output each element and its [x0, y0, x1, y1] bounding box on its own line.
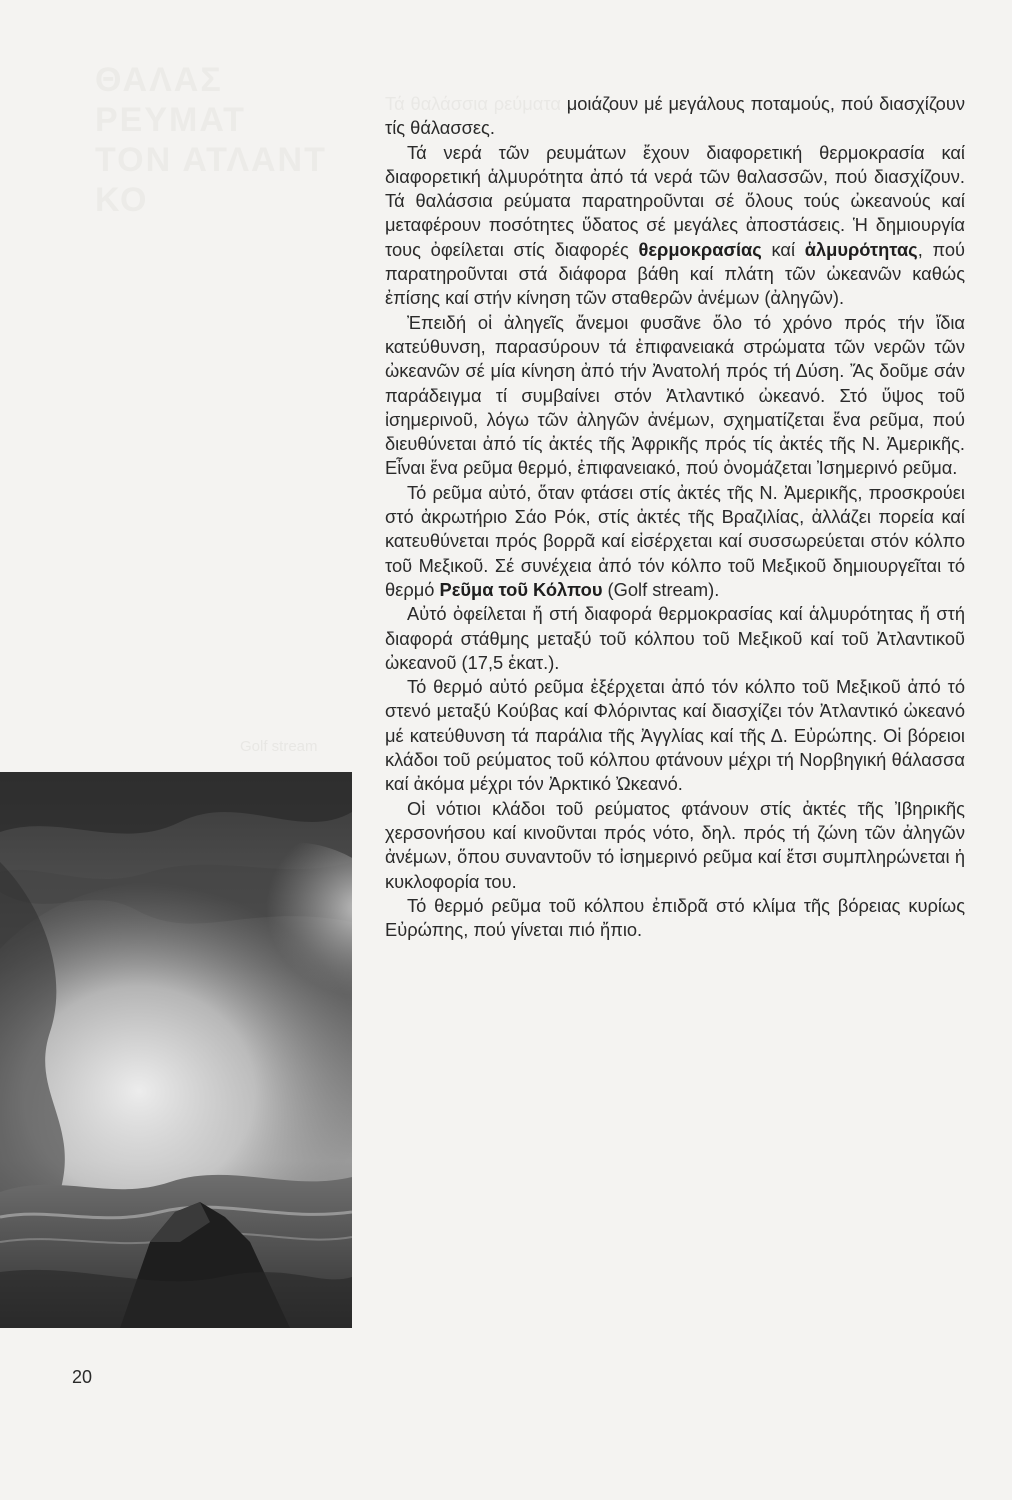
paragraph — [385, 675, 965, 796]
paragraph — [385, 602, 965, 675]
article-text — [385, 92, 965, 942]
paragraph-text: Τό ρεῦμα αὐτό, ὅταν φτάσει στίς ἀκτές τῆς Ν. Ἀμερικῆς, προσκρούει στό ἀκρωτήριο Σάο Ρόκ, στίς ἀκτές τῆς Βραζιλίας, ἀλλάζει πορεία καί κατευθύνεται πρός βορρᾶ καί εἰσέρχεται καί συσσωρεύεται στόν κόλπο τοῦ Μεξικοῦ. Σέ συνέχεια ἀπό τόν κόλπο τοῦ Μεξικοῦ δημιουργεῖται τό θερμό — [385, 481, 965, 600]
paragraph-text: Οἱ νότιοι κλάδοι τοῦ ρεύματος φτάνουν στίς ἀκτές τῆς Ἰβηρικῆς χερσονήσου καί κινοῦνται πρός νότο, δηλ. πρός τή ζώνη τῶν ἀληγῶν ἀνέμων, ὅπου συναντοῦν τό ἰσημερινό ρεῦμα καί ἔτσι συμπληρώνεται ἡ κυκλοφορία του. — [385, 797, 965, 892]
storm-sea-photo — [0, 772, 352, 1328]
paragraph — [385, 481, 965, 602]
paragraph — [385, 92, 965, 141]
bleed-through-line: ΤΟΝ ΑΤΛΑΝΤ — [95, 141, 327, 179]
paragraph-text: Τό θερμό αὐτό ρεῦμα ἐξέρχεται ἀπό τόν κόλπο τοῦ Μεξικοῦ ἀπό τό στενό μεταξύ Κούβας καί Φλόριντας καί διασχίζει τόν Ἀτλαντικό ὠκεανό μέ κατεύθυνση τά παράλια τῆς Ἀγγλίας καί τῆς Δ. Εὐρώπης. Οἱ βόρειοι κλάδοι τοῦ ρεύματος τοῦ κόλπου φτάνουν μέχρι τή Νορβηγική θάλασσα καί ἀκόμα μέχρι τόν Ἀρκτικό Ὠκεανό. — [385, 676, 965, 795]
bleed-through-heading — [95, 60, 355, 220]
paragraph — [385, 311, 965, 481]
paragraph-text: (Golf stream). — [602, 578, 720, 600]
paragraph-text: Τά νερά τῶν ρευμάτων ἔχουν διαφορετική θερμοκρασία καί διαφορετική ἁλμυρότητα ἀπό τά νερά τῶν θαλασσῶν, πού διασχίζουν. Τά θαλάσσια ρεύματα παρατηροῦνται σέ ὅλους τούς ὠκεανούς καί μεταφέρουν ποσότητες ὕδατος σέ μεγάλες ἀποστάσεις. Ἡ δημιουργία τους ὀφείλεται στίς διαφορές — [385, 141, 965, 260]
paragraph-text: Τό θερμό ρεῦμα τοῦ κόλπου ἐπιδρᾶ στό κλίμα τῆς βόρειας κυρίως Εὐρώπης, πού γίνεται πιό ἤπιο. — [385, 894, 965, 941]
page-number: 20 — [72, 1367, 93, 1387]
bleed-through-line: ΘΑΛΑΣ — [95, 61, 223, 99]
paragraph-text: μοιάζουν μέ μεγάλους ποταμούς, πού διασχίζουν τίς θάλασσες. — [385, 93, 965, 139]
bleed-through-line: ΚΟ — [95, 181, 149, 219]
bleed-through-caption: Golf stream — [240, 738, 318, 755]
paragraph — [385, 894, 965, 943]
bleed-through-line: ΡΕΥΜΑΤ — [95, 101, 246, 139]
bold-term: Ρεῦμα τοῦ Κόλπου — [439, 578, 603, 600]
bold-term: θερμοκρασίας — [638, 238, 762, 260]
paragraph — [385, 141, 965, 311]
paragraph-text: καί — [761, 238, 805, 260]
paragraph-text: Αὐτό ὀφείλεται ἤ στή διαφορά θερμοκρασίας καί ἁλμυρότητας ἤ στή διαφορά στάθμης μεταξύ τοῦ κόλπου τοῦ Μεξικοῦ καί τοῦ Ἀτλαντικοῦ ὠκεανοῦ (17,5 ἑκατ.). — [385, 603, 965, 673]
paragraph-text: , πού παρατηροῦνται στά διάφορα βάθη καί πλάτη τῶν ὠκεανῶν καθώς ἐπίσης καί στήν κίνηση τῶν σταθερῶν ἀνέμων (ἀληγῶν). — [385, 238, 965, 309]
paragraph — [385, 797, 965, 894]
faded-lead: Τά θαλάσσια ρεύματα — [385, 93, 561, 114]
paragraph-text: Ἐπειδή οἱ ἀληγεῖς ἄνεμοι φυσᾶνε ὅλο τό χρόνο πρός τήν ἴδια κατεύθυνση, παρασύρουν τά ἐπιφανειακά στρώματα τῶν νερῶν τῶν ὠκεανῶν σέ μία κίνηση ἀπό τήν Ἀνατολή πρός τή Δύση. Ἄς δοῦμε σάν παράδειγμα τί συμβαίνει στόν Ἀτλαντικό ὠκεανό. Στό ὕψος τοῦ ἰσημερινοῦ, λόγω τῶν ἀληγῶν ἀνέμων, σχηματίζεται ἕνα ρεῦμα, πού διευθύνεται ἀπό τίς ἀκτές τῆς Ἀφρικῆς πρός τίς ἀκτές τῆς Ν. Ἀμερικῆς. Εἶναι ἕνα ρεῦμα θερμό, ἐπιφανειακό, πού ὀνομάζεται Ἰσημερινό ρεῦμα. — [385, 311, 965, 479]
bold-term: ἁλμυρότητας — [804, 238, 918, 260]
